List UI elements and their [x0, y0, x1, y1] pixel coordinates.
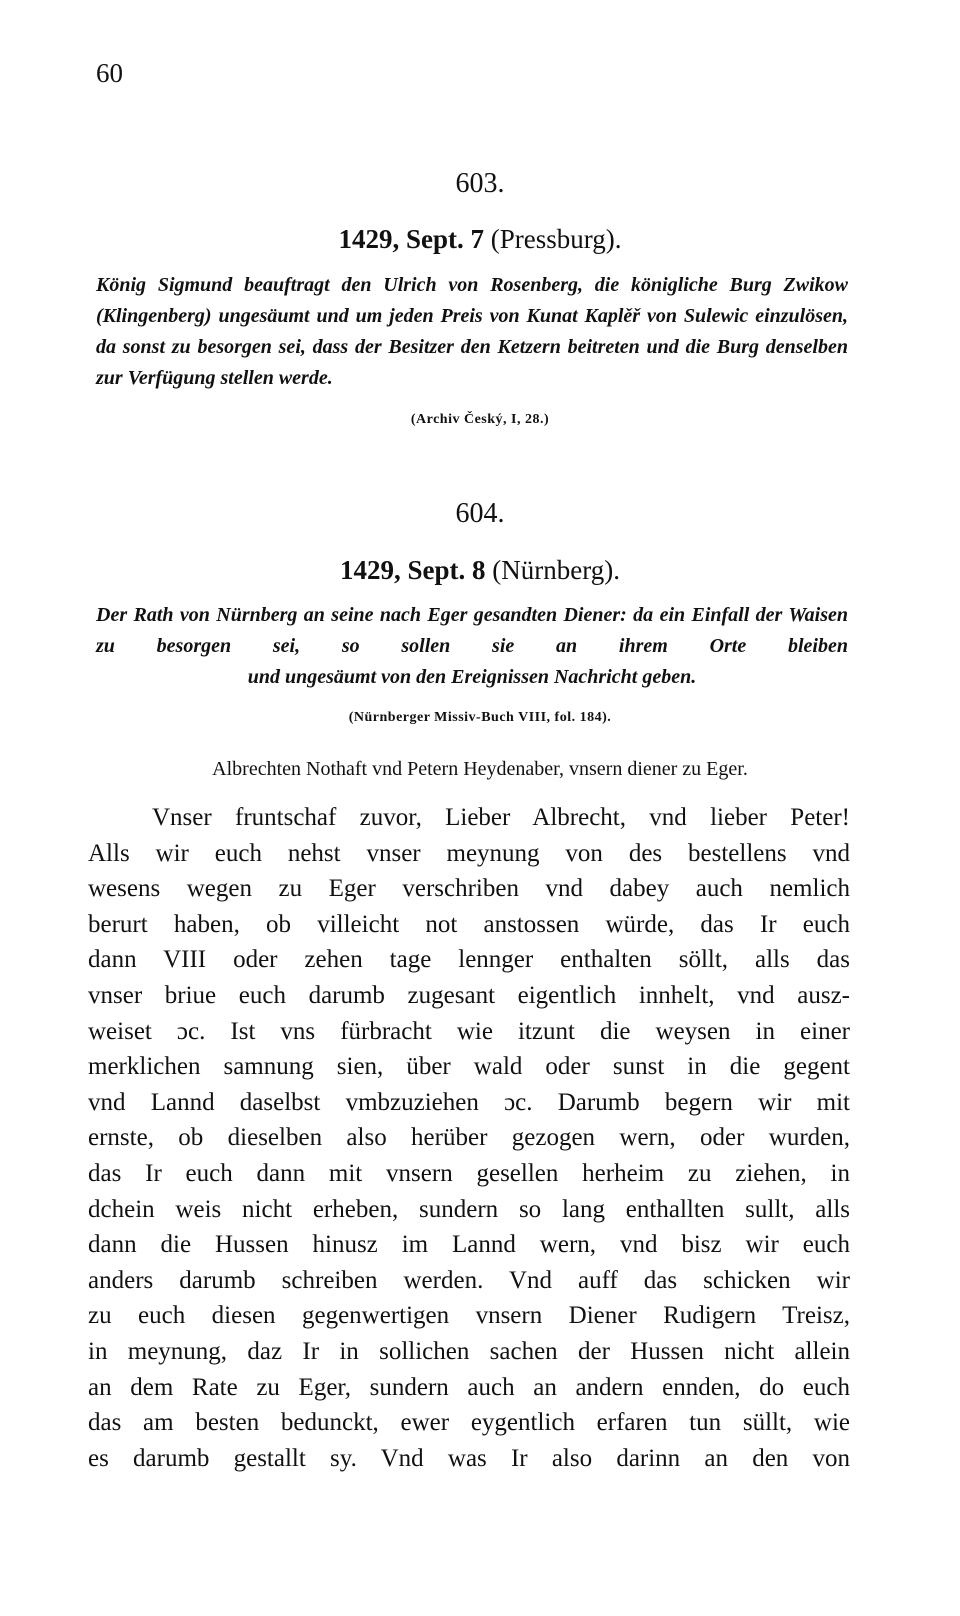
entry-date [0, 224, 960, 255]
entry-source: (Nürnberger Missiv-Buch VIII, fol. 184). [348, 710, 612, 725]
entry-place: (Pressburg). [490, 224, 622, 254]
entry-date-text: 1429, Sept. 7 [338, 224, 484, 254]
body-line: vnd Lannd daselbst vmbzuziehen ɔc. Darumb begern wir mit [88, 1088, 850, 1116]
body-line: ernste, ob dieselben also herüber gezogen wern, oder wurden, [88, 1124, 850, 1152]
entry-summary: König Sigmund beauftragt den Ulrich von Rosenberg, die königliche Burg Zwikow (Klingenberg) ungesäumt und um jeden Preis von Kunat Kaplěř von Sulewic einzulösen, da sonst zu besorgen sei, dass der Besitzer den Ketzern beitreten und die Burg denselben zur Verfügung stellen werde. [96, 274, 848, 389]
entry-date [0, 555, 960, 586]
entry-source: (Archiv Český, I, 28.) [410, 412, 550, 427]
body-line: Vnser fruntschaf zuvor, Lieber Albrecht, vnd lieber Peter! [152, 804, 850, 831]
body-line: vnser briue euch darumb zugesant eigentlich innhelt, vnd ausz- [88, 981, 850, 1009]
letter-body [88, 800, 850, 1476]
body-line: merklichen samnung sien, über wald oder sunst in die gegent [88, 1053, 850, 1081]
entry-summary [96, 600, 848, 693]
body-line: in meynung, daz Ir in sollichen sachen der Hussen nicht allein [88, 1337, 850, 1365]
body-line: das Ir euch dann mit vnsern gesellen herheim zu ziehen, in [88, 1159, 850, 1187]
entry-summary-main: Der Rath von Nürnberg an seine nach Eger gesandten Diener: da ein Einfall der Waisen zu besorgen sei, so sollen sie an ihrem Orte bleiben [96, 604, 848, 657]
body-line: es darumb gestallt sy. Vnd was Ir also darinn an den von [88, 1444, 850, 1472]
body-line: das am besten bedunckt, ewer eygentlich erfaren tun süllt, wie [88, 1409, 850, 1437]
page-number: 60 [96, 58, 123, 88]
letter-address: Albrechten Nothaft vnd Petern Heydenaber, vnsern diener zu Eger. [212, 758, 748, 780]
body-line: Alls wir euch nehst vnser meynung von des bestellens vnd [88, 839, 850, 867]
body-line: anders darumb schreiben werden. Vnd auff das schicken wir [88, 1266, 850, 1294]
body-line: dchein weis nicht erheben, sundern so lang enthallten sullt, alls [88, 1195, 850, 1223]
body-line: wesens wegen zu Eger verschriben vnd dabey auch nemlich [88, 875, 850, 903]
body-line: dann VIII oder zehen tage lennger enthalten söllt, alls das [88, 946, 850, 974]
entry-place: (Nürnberg). [492, 555, 620, 585]
entry-number: 603. [455, 168, 505, 199]
body-line: an dem Rate zu Eger, sundern auch an andern ennden, do euch [88, 1373, 850, 1401]
entry-number: 604. [455, 498, 505, 529]
body-line: weiset ɔc. Ist vns fürbracht wie itzunt die weysen in einer [88, 1017, 850, 1045]
body-line: zu euch diesen gegenwertigen vnsern Diener Rudigern Treisz, [88, 1302, 850, 1330]
body-line: dann die Hussen hinusz im Lannd wern, vnd bisz wir euch [88, 1231, 850, 1259]
entry-summary-last: und ungesäumt von den Ereignissen Nachricht geben. [247, 666, 697, 688]
entry-date-text: 1429, Sept. 8 [340, 555, 486, 585]
body-line: berurt haben, ob villeicht not anstossen würde, das Ir euch [88, 910, 850, 938]
